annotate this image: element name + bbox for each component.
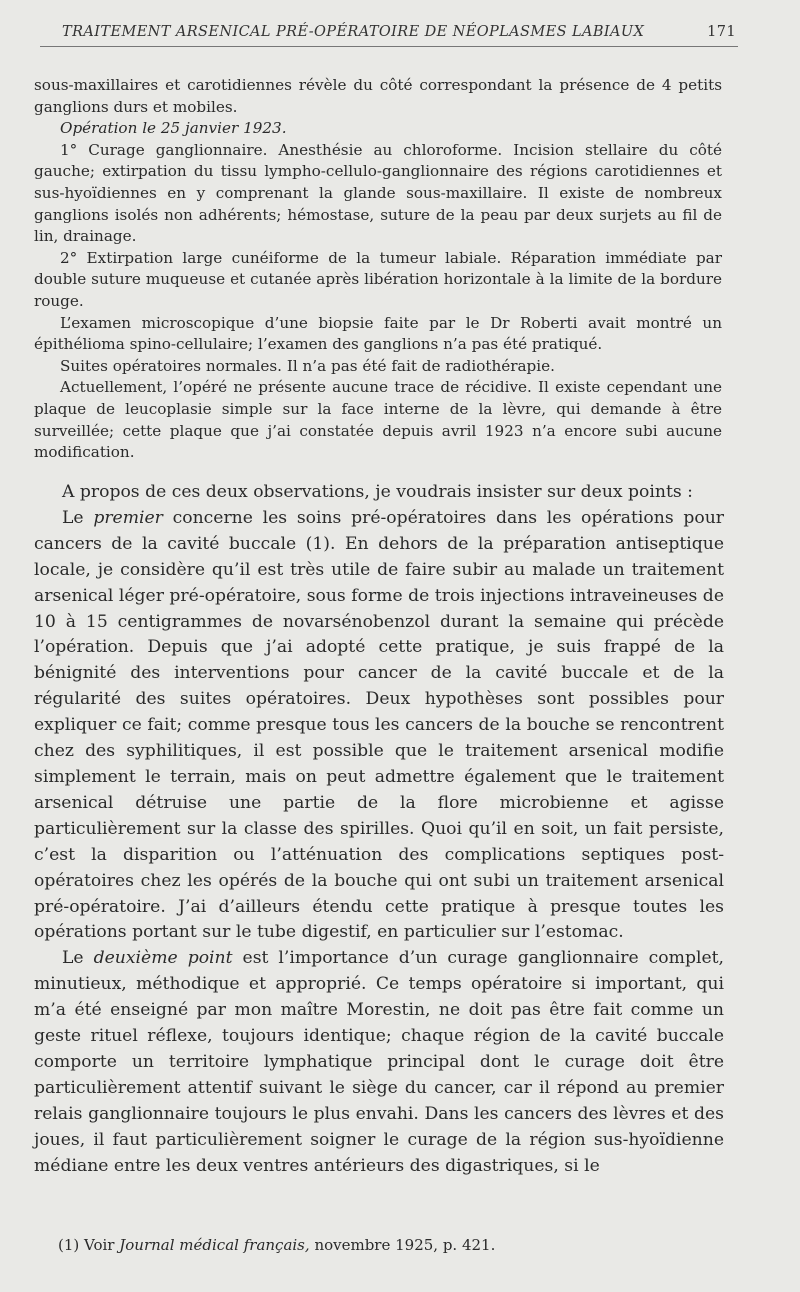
observation-para-1: sous-maxillaires et carotidiennes révèle du côté correspondant la présence de 4 petits ganglions durs et mobiles. <box>34 76 722 116</box>
running-header <box>40 22 738 47</box>
discussion-block <box>34 480 724 1179</box>
observation-para-actuellement: Actuellement, l’opéré ne présente aucune trace de récidive. Il existe cependant une plaque de leucoplasie simple sur la face interne de la lèvre, qui demande à être surveillée; cette plaque que j’ai constatée depuis avril 1923 n’a encore subi aucune modification. <box>34 378 722 462</box>
running-title: TRAITEMENT ARSENICAL PRÉ-OPÉRATOIRE DE NÉOPLASMES LABIAUX <box>62 24 645 40</box>
observation-para-examen: L’examen microscopique d’une biopsie faite par le Dr Roberti avait montré un épithélioma spino-cellulaire; l’examen des ganglions n’a pas été pratiqué. <box>34 313 722 354</box>
operation-date: Opération le 25 janvier 1923. <box>60 119 287 138</box>
first-lead: Le <box>62 507 84 528</box>
footnote <box>58 1236 495 1254</box>
page-number: 171 <box>707 24 736 40</box>
discussion-second-point <box>34 946 724 1179</box>
first-italic: premier <box>93 507 163 528</box>
second-rest: est l’importance d’un curage ganglionnaire complet, minutieux, méthodique et approprié. Ce temps opératoire si important, qui m’a été enseigné par mon maître Morestin, ne doit pas être fait comme un geste rituel réflexe, toujours identique; chaque région de la cavité buccale comporte un territoire lymphatique principal dont le curage doit être particulièrement attentif suivant le siège du cancer, car il répond au premier relais ganglionnaire toujours le plus envahi. Dans les cancers des lèvres et des joues, il faut particulièrement soigner le curage de la région sus-hyoïdienne médiane entre les deux ventres antérieurs des digastriques, si le <box>34 948 724 1176</box>
second-lead: Le <box>62 948 84 969</box>
observation-para-extirpation: 2° Extirpation large cunéiforme de la tumeur labiale. Réparation immédiate par double suture muqueuse et cutanée après libération horizontale à la limite de la bordure rouge. <box>34 248 722 310</box>
observation-para-suites: Suites opératoires normales. Il n’a pas été fait de radiothérapie. <box>60 356 555 375</box>
footnote-rest: novembre 1925, p. 421. <box>314 1236 496 1254</box>
observation-block <box>34 75 722 464</box>
discussion-intro: A propos de ces deux observations, je voudrais insister sur deux points : <box>62 482 693 502</box>
second-italic: deuxième point <box>93 948 233 969</box>
observation-para-curage: 1° Curage ganglionnaire. Anesthésie au chloroforme. Incision stellaire du côté gauche; extirpation du tissu lympho-cellulo-ganglionnaire des régions carotidiennes et sus-hyoïdiennes en y comprenant la glande sous-maxillaire. Il existe de nombreux ganglions isolés non adhérents; hémostase, suture de la peau par deux surjets au fil de lin, drainage. <box>34 140 722 246</box>
first-rest: concerne les soins pré-opératoires dans les opérations pour cancers de la cavité buccale (1). En dehors de la préparation antiseptique locale, je considère qu’il est très utile de faire subir au malade un traitement arsenical léger pré-opératoire, sous forme de trois injections intraveineuses de 10 à 15 centigrammes de novarsénobenzol durant la semaine qui précède l’opération. Depuis que j’ai adopté cette pratique, je suis frappé de la bénignité des interventions pour cancer de la cavité buccale et de la régularité des suites opératoires. Deux hypothèses sont possibles pour expliquer ce fait; comme presque tous les cancers de la bouche se rencontrent chez des syphilitiques, il est possible que le traitement arsenical modifie simplement le terrain, mais on peut admettre également que le traitement arsenical détruise une partie de la flore microbienne et agisse particulièrement sur la classe des spirilles. Quoi qu’il en soit, un fait persiste, c’est la disparition ou l’atténuation des complications septiques post-opératoires chez les opérés de la bouche qui ont subi un traitement arsenical pré-opératoire. J’ai d’ailleurs étendu cette pratique à presque toutes les opérations portant sur le tube digestif, en particulier sur l’estomac. <box>34 507 724 943</box>
footnote-lead: (1) Voir <box>58 1236 115 1254</box>
footnote-journal: Journal médical français, <box>119 1236 310 1254</box>
discussion-first-point <box>34 506 724 946</box>
